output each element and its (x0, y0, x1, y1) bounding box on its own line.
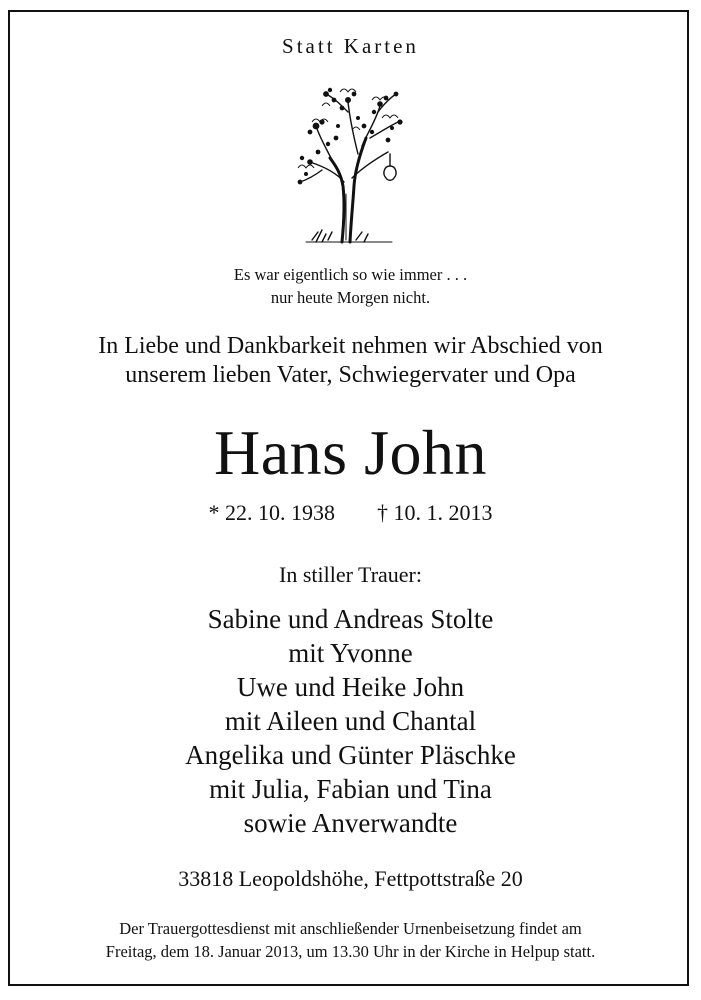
deceased-name: Hans John (214, 417, 487, 488)
mourner-line: mit Yvonne (288, 638, 413, 668)
quote-line-2: nur heute Morgen nicht. (270, 288, 431, 307)
life-dates (0, 498, 701, 528)
header-title: Statt Karten (282, 34, 419, 58)
service-line-2: Freitag, dem 18. Januar 2013, um 13.30 Uhr in der Kirche in Helpup statt. (105, 942, 596, 961)
mourner-line: mit Julia, Fabian und Tina (209, 774, 492, 804)
quote-line-1: Es war eigentlich so wie immer . . . (233, 265, 468, 284)
intro-line-1: In Liebe und Dankbarkeit nehmen wir Abschied von (98, 333, 603, 359)
address: 33818 Leopoldshöhe, Fettpottstraße 20 (178, 866, 523, 891)
mourner-line: Uwe und Heike John (236, 672, 465, 702)
mourner-line: Angelika und Günter Pläschke (185, 740, 516, 770)
birth-date: * 22. 10. 1938 (208, 500, 335, 525)
mourner-line: sowie Anverwandte (243, 808, 458, 838)
tree-illustration-icon (292, 82, 410, 248)
service-line-1: Der Trauergottesdienst mit anschließender Urnenbeisetzung findet am (119, 919, 582, 938)
intro-line-2: unserem lieben Vater, Schwiegervater und Opa (125, 362, 576, 388)
mourner-line: Sabine und Andreas Stolte (207, 604, 494, 634)
mourning-heading: In stiller Trauer: (279, 562, 422, 587)
death-date: † 10. 1. 2013 (377, 500, 493, 525)
mourner-line: mit Aileen und Chantal (224, 706, 477, 736)
